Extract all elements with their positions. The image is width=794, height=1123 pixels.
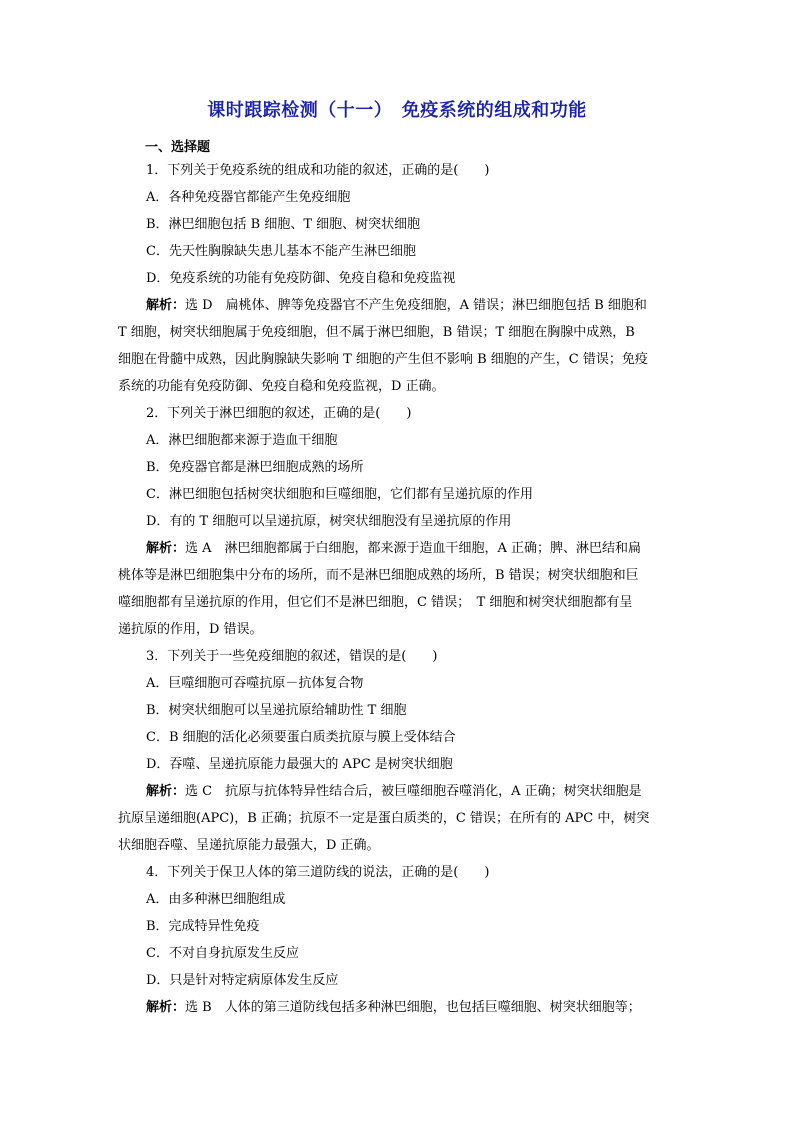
option-b: B．淋巴细胞包括 B 细胞、T 细胞、树突状细胞 bbox=[146, 217, 421, 232]
analysis-label: 解析： bbox=[146, 298, 186, 313]
analysis-text: 选 D 扁桃体、脾等免疫器官不产生免疫细胞，A 错误；淋巴细胞包括 B 细胞和 bbox=[185, 298, 647, 313]
analysis-line: 状细胞吞噬、呈递抗原能力最强大，D 正确。 bbox=[118, 838, 380, 853]
option-d: D．吞噬、呈递抗原能力最强大的 APC 是树突状细胞 bbox=[146, 757, 453, 772]
option-c: C．不对自身抗原发生反应 bbox=[146, 946, 299, 961]
analysis-label: 解析： bbox=[146, 541, 186, 556]
analysis-line bbox=[118, 778, 678, 805]
analysis-label: 解析： bbox=[146, 1000, 186, 1015]
option-a: A．巨噬细胞可吞噬抗原－抗体复合物 bbox=[146, 676, 364, 691]
analysis-line: 递抗原的作用，D 错误。 bbox=[118, 622, 263, 637]
analysis-text: 选 A 淋巴细胞都属于白细胞，都来源于造血干细胞，A 正确；脾、淋巴结和扁 bbox=[185, 541, 642, 556]
question-stem: 4．下列关于保卫人体的第三道防线的说法，正确的是( ) bbox=[146, 865, 490, 880]
question-stem: 3．下列关于一些免疫细胞的叙述，错误的是( ) bbox=[146, 649, 438, 664]
section-heading: 一、选择题 bbox=[145, 140, 211, 155]
option-b: B．完成特异性免疫 bbox=[146, 919, 260, 934]
analysis-line: 桃体等是淋巴细胞集中分布的场所，而不是淋巴细胞成熟的场所，B 错误；树突状细胞和巨 bbox=[118, 568, 639, 583]
option-d: D．免疫系统的功能有免疫防御、免疫自稳和免疫监视 bbox=[146, 271, 456, 286]
option-d: D．只是针对特定病原体发生反应 bbox=[146, 973, 339, 988]
question-stem: 1．下列关于免疫系统的组成和功能的叙述，正确的是( ) bbox=[146, 163, 490, 178]
analysis-line: 抗原呈递细胞(APC)，B 正确；抗原不一定是蛋白质类的，C 错误；在所有的 APC 中，树突 bbox=[118, 811, 650, 826]
option-a: A．由多种淋巴细胞组成 bbox=[146, 892, 286, 907]
page-title: 课时跟踪检测（十一） 免疫系统的组成和功能 bbox=[207, 100, 587, 121]
option-c: C．淋巴细胞包括树突状细胞和巨噬细胞，它们都有呈递抗原的作用 bbox=[146, 487, 533, 502]
analysis-line bbox=[118, 535, 678, 562]
option-b: B．树突状细胞可以呈递抗原给辅助性 T 细胞 bbox=[146, 703, 407, 718]
analysis-line: 系统的功能有免疫防御、免疫自稳和免疫监视，D 正确。 bbox=[118, 379, 445, 394]
option-b: B．免疫器官都是淋巴细胞成熟的场所 bbox=[146, 460, 364, 475]
analysis-text: 选 B 人体的第三道防线包括多种淋巴细胞，也包括巨噬细胞、树突状细胞等； bbox=[185, 1000, 641, 1015]
option-a: A．各种免疫器官都能产生免疫细胞 bbox=[146, 190, 351, 205]
analysis-line bbox=[118, 292, 678, 319]
analysis-line: 细胞在骨髓中成熟，因此胸腺缺失影响 T 细胞的产生但不影响 B 细胞的产生，C 错误；免疫 bbox=[118, 352, 648, 367]
analysis-label: 解析： bbox=[146, 784, 186, 799]
option-c: C．B 细胞的活化必须要蛋白质类抗原与膜上受体结合 bbox=[146, 730, 456, 745]
option-d: D．有的 T 细胞可以呈递抗原，树突状细胞没有呈递抗原的作用 bbox=[146, 514, 512, 529]
question-stem: 2．下列关于淋巴细胞的叙述，正确的是( ) bbox=[146, 406, 412, 421]
analysis-line: 噬细胞都有呈递抗原的作用，但它们不是淋巴细胞，C 错误； T 细胞和树突状细胞都有呈 bbox=[118, 595, 633, 610]
question-list bbox=[118, 157, 678, 1021]
analysis-text: 选 C 抗原与抗体特异性结合后，被巨噬细胞吞噬消化，A 正确；树突状细胞是 bbox=[185, 784, 642, 799]
option-c: C．先天性胸腺缺失患儿基本不能产生淋巴细胞 bbox=[146, 244, 416, 259]
analysis-line: T 细胞，树突状细胞属于免疫细胞，但不属于淋巴细胞，B 错误；T 细胞在胸腺中成熟，B bbox=[118, 325, 635, 340]
option-a: A．淋巴细胞都来源于造血干细胞 bbox=[146, 433, 338, 448]
analysis-line bbox=[118, 994, 678, 1021]
